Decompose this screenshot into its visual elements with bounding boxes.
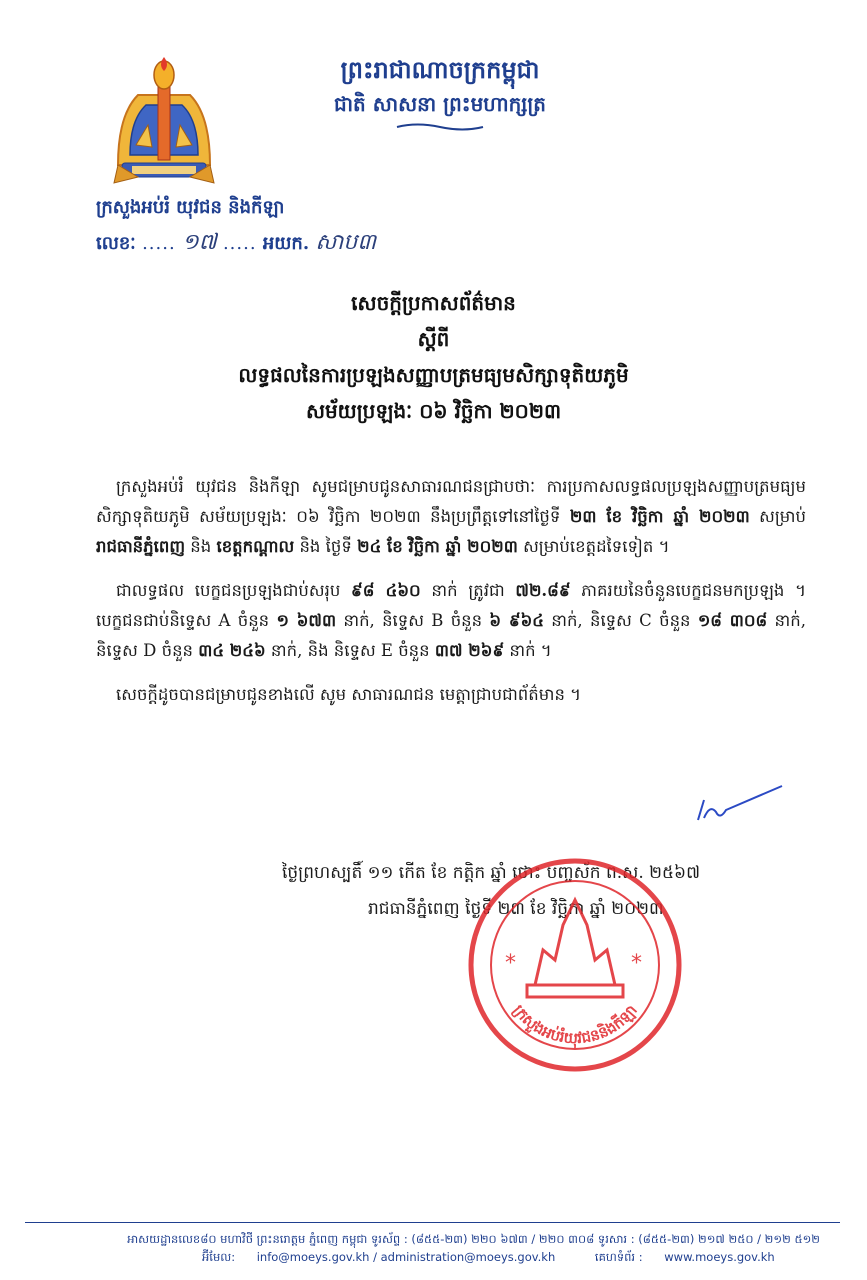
title-subject: លទ្ធផលនៃការប្រឡងសញ្ញាបត្រមធ្យមសិក្សាទុតិយភូមិ <box>238 363 629 387</box>
kingdom-heading <box>290 52 590 132</box>
ministry-name: ក្រសួងអប់រំ យុវជន និងកីឡា <box>96 197 285 218</box>
paragraph-schedule: ក្រសួងអប់រំ យុវជន និងកីឡា សូមជម្រាបជូនសាធារណជនជ្រាបថាៈ ការប្រកាសលទ្ធផលប្រឡងសញ្ញាបត្រមធ្យមសិក្សាទុតិយភូមិ សម័យប្រឡងៈ ០៦ វិច្ឆិកា ២០២៣ នឹងប្រព្រឹត្តទៅនៅថ្ងៃទី ២៣ ខែ វិច្ឆិកា ឆ្នាំ ២០២៣ សម្រាប់ រាជធានីភ្នំពេញ និង ខេត្តកណ្តាល និង ថ្ងៃទី ២៤ ខែ វិច្ឆិកា ឆ្នាំ ២០២៣ សម្រាប់ខេត្តដទៃទៀត ។ <box>96 477 806 556</box>
svg-text:*: * <box>631 951 642 976</box>
website-label: គេហទំព័រ : <box>594 1250 643 1264</box>
document-body <box>96 472 806 724</box>
kingdom-name: ព្រះរាជាណាចក្រកម្ពុជា <box>340 55 540 84</box>
ref-suffix: អយក. <box>262 233 310 254</box>
national-motto: ជាតិ សាសនា ព្រះមហាក្សត្រ <box>334 92 546 116</box>
ref-code-handwritten: សាប៣ <box>315 230 377 255</box>
ref-label: លេខៈ <box>96 233 136 254</box>
title-announcement: សេចក្តីប្រកាសព័ត៌មាន <box>351 291 516 315</box>
title-session: សម័យប្រឡងៈ ០៦ វិច្ឆិកា ២០២៣ <box>305 399 562 423</box>
svg-text:*: * <box>505 951 516 976</box>
footer-divider <box>25 1222 840 1223</box>
svg-text:ក្រសួងអប់រំយុវជននិងកីឡា <box>509 1001 640 1049</box>
signature-initial-icon <box>690 780 790 840</box>
paragraph-results: ជាលទ្ធផល បេក្ខជនប្រឡងជាប់សរុប ៩៨ ៤៦០ នាក់ ត្រូវជា ៧២.៨៩ ភាគរយនៃចំនួនបេក្ខជនមកប្រឡង ។ បេក្ខជនជាប់និទ្ទេស A ចំនួន ១ ៦៧៣ នាក់, និទ្ទេស B ចំនួន ៦ ៩៦៤ នាក់, និទ្ទេស C ចំនួន ១៨ ៣០៨ នាក់, និទ្ទេស D ចំនួន ៣៤ ២៤៦ នាក់, និង និទ្ទេស E ចំនួន ៣៧ ២៦៩ នាក់ ។ <box>96 581 806 660</box>
footer <box>60 1230 820 1266</box>
seal-text: ក្រសួងអប់រំយុវជននិងកីឡា <box>509 1001 641 1048</box>
solar-date: រាជធានីភ្នំពេញ ថ្ងៃទី ២៣ ខែ វិច្ឆិកា ឆ្នាំ ២០២៣ <box>368 899 664 919</box>
ministry-emblem-icon <box>108 55 220 190</box>
footer-email[interactable]: info@moeys.gov.kh / administration@moeys.gov.kh <box>256 1250 556 1264</box>
lunar-date: ថ្ងៃព្រហស្បតិ៍ ១១ កើត ខែ កត្តិក ឆ្នាំ ថោះ បញ្ចស័ក ព.ស. ២៥៦៧ <box>282 863 701 883</box>
document-title-block <box>0 285 867 429</box>
ornament-divider-icon <box>395 122 485 132</box>
email-label: អ៊ីមែល: <box>202 1250 236 1264</box>
reference-number: លេខៈ ..... ១៧ ..... អយក. សាប៣ <box>96 230 377 255</box>
ministry-seal-icon <box>465 855 685 1075</box>
footer-website-link[interactable]: www.moeys.gov.kh <box>664 1250 775 1264</box>
ref-number-handwritten: ១៧ <box>181 230 217 255</box>
footer-address: អាសយដ្ឋានលេខ៨០ មហាវិថី ព្រះនរោត្តម ភ្នំពេញ កម្ពុជា ទូរស័ព្ទ : (៨៥៥-២៣) ២២០ ៦៧៣ / ២២០ ៣០៨ ទូរសារ : (៨៥៥-២៣) ២១៧ ២៥០ / ២១២ ៥១២ <box>127 1232 820 1246</box>
paragraph-closing: សេចក្តីដូចបានជម្រាបជូនខាងលើ សូម សាធារណជន មេត្តាជ្រាបជាព័ត៌មាន ។ <box>116 685 582 704</box>
title-regarding: ស្តីពី <box>417 327 450 351</box>
